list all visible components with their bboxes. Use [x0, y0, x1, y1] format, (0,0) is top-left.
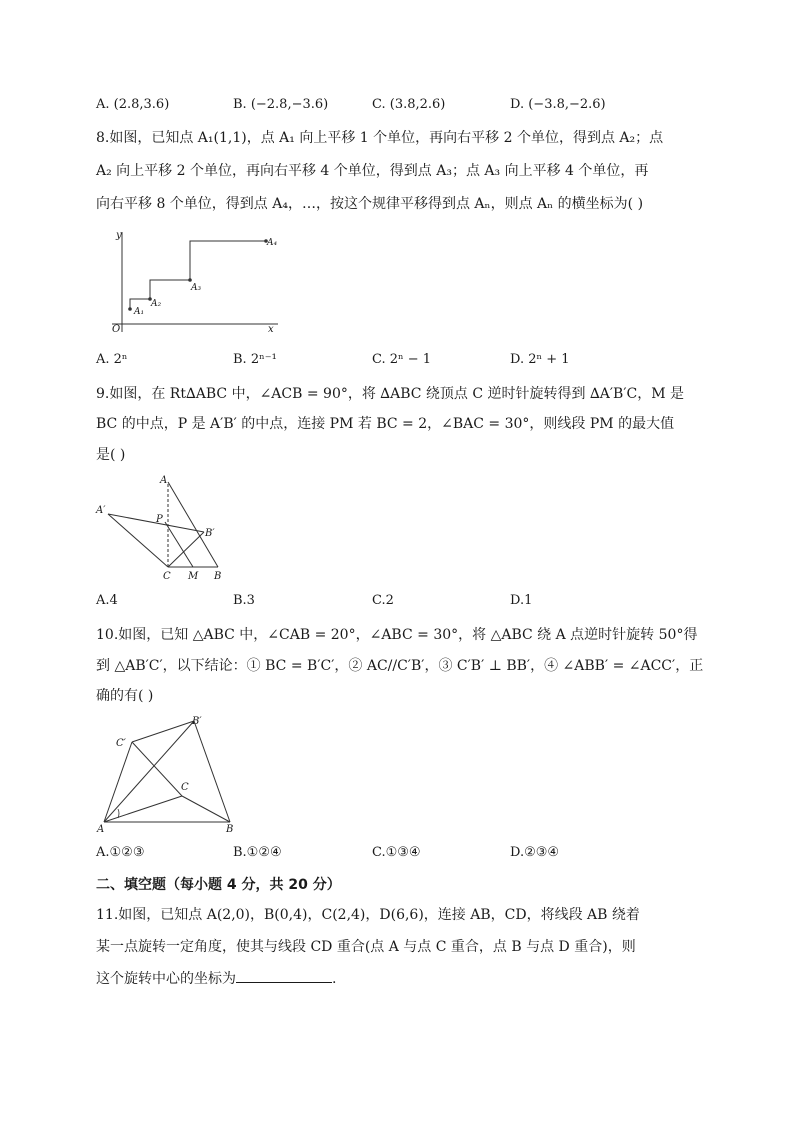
point-a1	[128, 307, 132, 311]
option-d[interactable]: D.②③④	[510, 845, 560, 860]
segment-cb	[182, 796, 230, 822]
segment-cc-prime	[132, 742, 182, 796]
point-a3	[188, 278, 192, 282]
option-c[interactable]: C. (3.8,2.6)	[372, 97, 446, 112]
angle-arc	[118, 809, 119, 818]
option-a[interactable]: A.①②③	[96, 845, 145, 860]
segment-ab	[168, 482, 218, 567]
label-b-prime: B′	[205, 528, 215, 539]
label-m: M	[188, 571, 199, 582]
q10-text-line-1: 10.如图，已知 △ABC 中，∠CAB = 20°，∠ABC = 30°，将 △ABC 绕 A 点逆时针旋转 50°得	[96, 627, 698, 643]
q9-text-line-2: BC 的中点，P 是 A′B′ 的中点，连接 PM 若 BC = 2，∠BAC = 30°，则线段 PM 的最大值	[96, 416, 675, 432]
answer-blank[interactable]	[236, 968, 332, 983]
label-c-prime: C′	[116, 738, 126, 749]
q9-rotation-figure	[94, 472, 234, 586]
label-a3: A₃	[191, 283, 202, 293]
label-c: C	[181, 782, 189, 793]
label-b-prime: B′	[192, 716, 202, 727]
label-a: A	[160, 475, 168, 486]
end-mark: .	[332, 971, 337, 987]
option-d[interactable]: D. 2ⁿ + 1	[510, 352, 570, 367]
label-a2: A₂	[151, 299, 162, 309]
q11-text-line-2: 某一点旋转一定角度，使其与线段 CD 重合(点 A 与点 C 重合，点 B 与点 D 重合)，则	[96, 939, 636, 955]
q10-options	[96, 845, 736, 865]
label-a1: A₁	[134, 307, 145, 317]
label-a: A	[97, 824, 105, 835]
q8-staircase-figure	[104, 228, 284, 336]
option-a[interactable]: A.4	[96, 593, 118, 608]
label-c: C	[163, 571, 171, 582]
q9-text-line-3: 是( )	[96, 447, 126, 463]
option-d[interactable]: D.1	[510, 593, 533, 608]
label-a-prime: A′	[96, 505, 106, 516]
option-c[interactable]: C.2	[372, 593, 394, 608]
option-b[interactable]: B. 2ⁿ⁻¹	[233, 352, 277, 367]
x-axis-label: x	[268, 324, 274, 335]
q8-text-line-2: A₂ 向上平移 2 个单位，再向右平移 4 个单位，得到点 A₃；点 A₃ 向上平移 4 个单位，再	[96, 163, 649, 179]
q8-text-line-3: 向右平移 8 个单位，得到点 A₄，…，按这个规律平移得到点 Aₙ，则点 Aₙ 的横坐标为( )	[96, 196, 644, 212]
option-b[interactable]: B.①②④	[233, 845, 282, 860]
option-c[interactable]: C. 2ⁿ − 1	[372, 352, 432, 367]
segment-c-b-prime	[168, 532, 204, 567]
option-a[interactable]: A. 2ⁿ	[96, 352, 128, 367]
y-axis-label: y	[116, 230, 122, 241]
option-c[interactable]: C.①③④	[372, 845, 421, 860]
label-p: P	[156, 514, 163, 525]
label-b: B	[214, 571, 222, 582]
q11-text-line-1: 11.如图，已知点 A(2,0)，B(0,4)，C(2,4)，D(6,6)，连接 AB，CD，将线段 AB 绕着	[96, 907, 640, 923]
q11-text-line-3	[96, 968, 336, 989]
segment-ac-prime	[104, 742, 132, 822]
section-title: 二、填空题（每小题 4 分，共 20 分）	[96, 877, 341, 893]
option-b[interactable]: B. (−2.8,−3.6)	[233, 97, 329, 112]
q8-text-line-1: 8.如图，已知点 A₁(1,1)，点 A₁ 向上平移 1 个单位，再向右平移 2 个单位，得到点 A₂；点	[96, 130, 664, 146]
origin-label: O	[112, 324, 121, 335]
q9-options	[96, 593, 736, 613]
label-a4: A₄	[267, 238, 278, 248]
option-d[interactable]: D. (−3.8,−2.6)	[510, 97, 606, 112]
q10-text-line-2: 到 △AB′C′，以下结论：① BC = B′C′，② AC//C′B′，③ C′B′ ⊥ BB′，④ ∠ABB′ = ∠ACC′，正	[96, 658, 704, 674]
label-b: B	[226, 824, 234, 835]
segment-bb-prime	[194, 721, 230, 822]
q11-text-line-3-text: 这个旋转中心的坐标为	[96, 971, 236, 987]
q7-options	[96, 97, 736, 117]
option-a[interactable]: A. (2.8,3.6)	[96, 97, 170, 112]
option-b[interactable]: B.3	[233, 593, 255, 608]
q8-options	[96, 352, 736, 372]
q9-text-line-1: 9.如图，在 Rt∆ABC 中，∠ACB = 90°，将 ∆ABC 绕顶点 C 逆时针旋转得到 ∆A′B′C，M 是	[96, 386, 684, 402]
q10-text-line-3: 确的有( )	[96, 688, 154, 704]
q10-rotation-figure	[94, 712, 254, 837]
